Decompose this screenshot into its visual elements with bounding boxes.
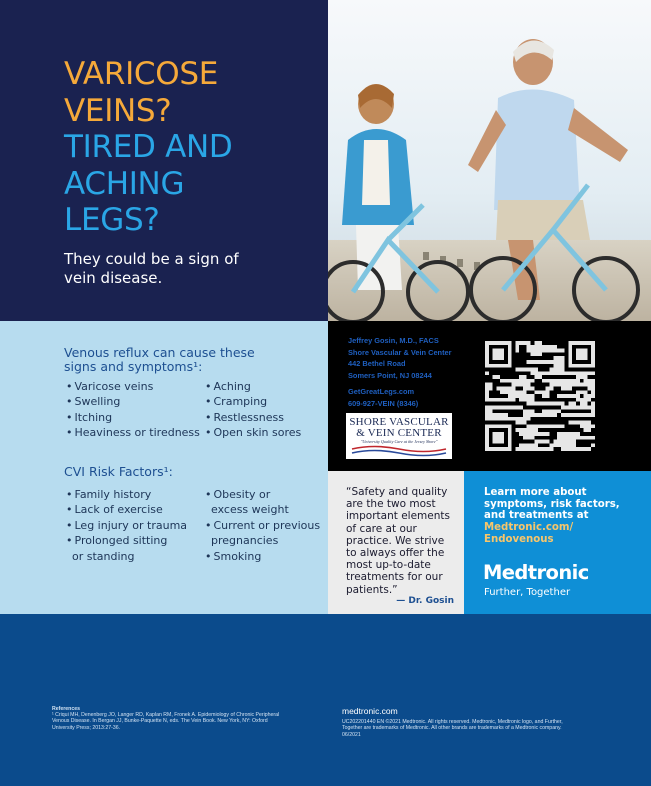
quote-line: most up-to-date: [346, 559, 431, 572]
medtronic-tagline: Further, Together: [484, 587, 571, 598]
reflux-title-line: Venous reflux can cause these: [64, 345, 255, 360]
list-item: [205, 487, 320, 518]
quote-line: “Safety and quality: [346, 486, 448, 498]
quote-author: — Dr. Gosin: [396, 596, 454, 606]
shore-vascular-logo: [346, 413, 452, 459]
risk-title-line: CVI Risk Factors¹:: [64, 464, 173, 479]
practice-name: Shore Vascular & Vein Center: [348, 347, 452, 357]
symptoms-list-2: [205, 379, 301, 441]
footer: [0, 614, 651, 786]
headline-line: LEGS?: [64, 202, 160, 238]
logo-line: SHORE VASCULAR: [349, 416, 449, 428]
list-item-text: Prolonged sitting: [74, 534, 168, 548]
couple-cycling-photo: [328, 0, 651, 321]
learn-more-text: [484, 487, 620, 546]
list-item: • Heaviness or tiredness: [66, 425, 200, 440]
reference-line: Venous Disease. In Bergan JJ, Bunke-Paquette N, eds. The Vein Book. New York, NY: Oxford: [52, 718, 268, 725]
quote-text: [346, 486, 450, 596]
legal-line: UC202201440 EN ©2021 Medtronic. All rights reserved. Medtronic, Medtronic logo, and Further,: [342, 719, 563, 725]
symptoms-list-1: [66, 379, 200, 441]
list-item: [205, 518, 320, 549]
medtronic-logo: Medtronic: [483, 561, 589, 584]
list-item-continuation: pregnancies: [211, 534, 279, 548]
subheadline: [64, 250, 239, 288]
list-item: • Itching: [66, 410, 200, 425]
list-item: • Leg injury or trauma: [66, 518, 187, 533]
quote-line: treatments for our: [346, 571, 443, 584]
quote-line: to always offer the: [346, 547, 445, 560]
headline: [64, 56, 233, 239]
headline-line: VARICOSE: [64, 56, 219, 92]
medtronic-panel: [464, 471, 651, 614]
doctor-panel: [328, 321, 651, 471]
learn-more-line: and treatments at: [484, 510, 589, 522]
references: [52, 706, 279, 731]
list-item-text: Current or previous: [213, 518, 321, 532]
medtronic-url-link[interactable]: Endovenous: [484, 533, 554, 545]
hero-photo: [328, 0, 651, 321]
list-item-text: Obesity or: [213, 488, 271, 501]
headline-line: ACHING: [64, 165, 185, 202]
reference-line: ¹ Criqui MH, Denenberg JO, Langer RD, Kaplan RM, Fronek A. Epidemiology of Chronic Peripheral: [52, 712, 280, 719]
doctor-name: Jeffrey Gosin, M.D., FACS: [348, 336, 439, 345]
qr-code-icon: [485, 341, 595, 451]
learn-more-line: Learn more about: [484, 487, 587, 498]
list-item: [66, 533, 187, 564]
reference-line: University Press; 2013:27-36.: [52, 724, 121, 731]
medtronic-url-link[interactable]: Medtronic.com/: [484, 522, 574, 534]
list-item-continuation: excess weight: [211, 503, 289, 517]
list-item: • Cramping: [205, 394, 301, 409]
legal-line: 06/2021: [342, 731, 361, 738]
hero-panel: [0, 0, 328, 321]
list-item: • Open skin sores: [205, 425, 301, 440]
list-item: • Family history: [66, 487, 187, 502]
headline-line: TIRED AND: [64, 129, 233, 165]
quote-line: patients.”: [346, 583, 398, 596]
website-link[interactable]: GetGreatLegs.com: [348, 387, 415, 396]
street-address: 442 Bethel Road: [348, 359, 406, 368]
list-item: • Varicose veins: [66, 379, 200, 394]
list-item-continuation: or standing: [72, 549, 135, 563]
list-item: • Lack of exercise: [66, 502, 187, 517]
doctor-contact: [348, 335, 452, 409]
list-item: • Aching: [205, 379, 301, 394]
list-item: • Smoking: [205, 549, 320, 564]
references-title: References: [52, 706, 80, 712]
phone-number[interactable]: 609-927-VEIN (8346): [348, 398, 419, 408]
list-item: • Swelling: [66, 394, 200, 409]
subhead-line: vein disease.: [64, 269, 163, 287]
risk-list-1: [66, 487, 187, 564]
wave-icon: [346, 445, 452, 457]
quote-line: important elements: [346, 510, 450, 523]
learn-more-line: symptoms, risk factors,: [484, 498, 620, 510]
site-link[interactable]: medtronic.com: [342, 706, 398, 716]
info-panel: [0, 321, 328, 614]
quote-line: are the two most: [346, 498, 436, 511]
headline-line: VEINS?: [64, 92, 172, 129]
risk-list-2: [205, 487, 320, 564]
legal-text: [342, 719, 563, 738]
reflux-title: [64, 346, 255, 374]
logo-tagline: "University Quality Care at the Jersey Shore": [360, 439, 438, 444]
risk-title: [64, 465, 173, 479]
list-item: • Restlessness: [205, 410, 301, 425]
quote-line: of care at our: [346, 522, 417, 535]
subhead-line: They could be a sign of: [64, 250, 239, 268]
qr-code[interactable]: [485, 341, 595, 451]
city-address: Somers Point, NJ 08244: [348, 370, 432, 380]
legal-line: Together are trademarks of Medtronic. All other brands are trademarks of a Medtronic company.: [342, 725, 562, 732]
quote-panel: [328, 471, 464, 614]
quote-line: practice. We strive: [346, 534, 445, 547]
reflux-title-line: signs and symptoms¹:: [64, 359, 203, 374]
logo-line: & VEIN CENTER: [356, 427, 442, 439]
